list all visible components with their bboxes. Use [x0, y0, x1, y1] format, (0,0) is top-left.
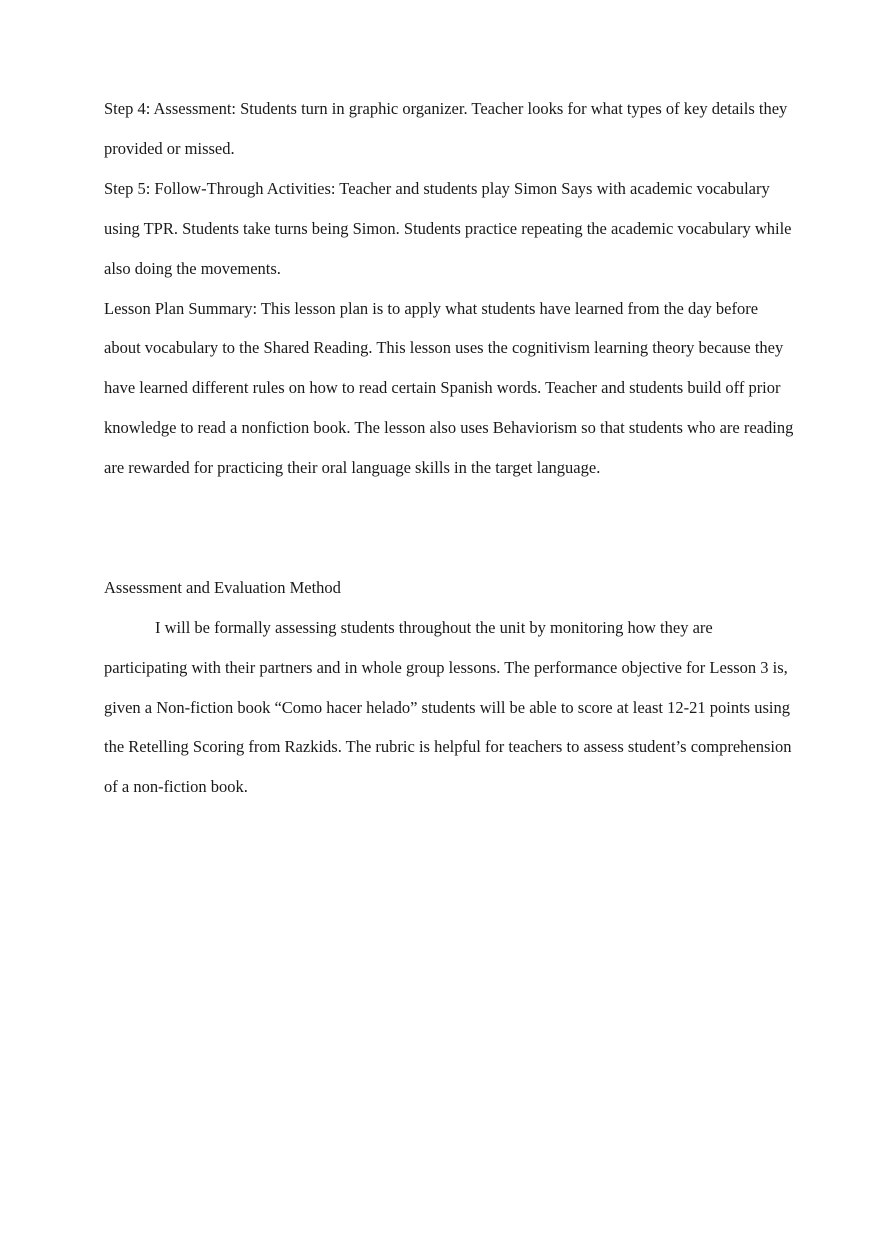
step-4-paragraph: Step 4: Assessment: Students turn in graphic organizer. Teacher looks for what types of key details they provided or missed.: [104, 99, 788, 158]
section-heading: Assessment and Evaluation Method: [104, 577, 341, 597]
document-body: [104, 89, 794, 807]
assessment-paragraph: I will be formally assessing students throughout the unit by monitoring how they are participating with their partners and in whole group lessons. The performance objective for Lesson 3 is, given a Non-fiction book “Como hacer helado” students will be able to score at least 12-21 points using the Retelling Scoring from Razkids. The rubric is helpful for teachers to assess student’s comprehension of a non-fiction book.: [104, 617, 792, 797]
step-5-paragraph: Step 5: Follow-Through Activities: Teacher and students play Simon Says with academic vocabulary using TPR. Students take turns being Simon. Students practice repeating the academic vocabulary while also doing the movements.: [104, 178, 792, 278]
lesson-plan-summary-paragraph: Lesson Plan Summary: This lesson plan is to apply what students have learned from the day before about vocabulary to the Shared Reading. This lesson uses the cognitivism learning theory because they have learned different rules on how to read certain Spanish words. Teacher and students build off prior knowledge to read a nonfiction book. The lesson also uses Behaviorism so that students who are reading are rewarded for practicing their oral language skills in the target language.: [104, 298, 794, 478]
section-spacer: [104, 488, 794, 568]
